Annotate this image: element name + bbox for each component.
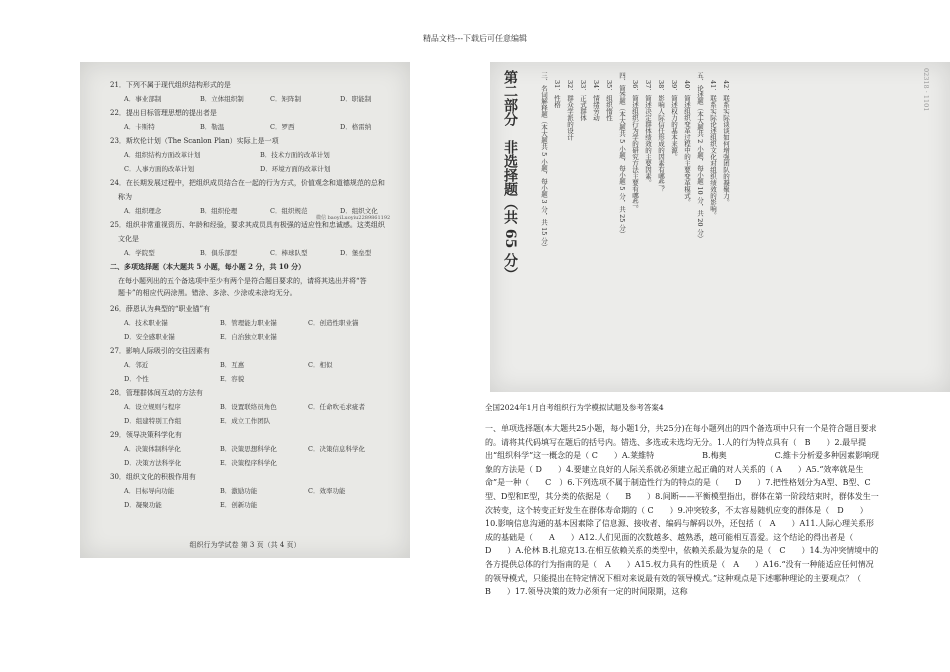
right-page-line: 35．组织惰性 (605, 80, 613, 121)
option-text: A．邻近 (124, 361, 149, 369)
option-text: B．勒温 (200, 123, 225, 131)
question-text: 27．影响人际吸引的交往因素有 (110, 347, 210, 355)
option-text: C．创造性职业锚 (308, 319, 359, 327)
right-page-line: 40．简述组织变革过程中的主要变革模式。 (683, 80, 691, 206)
question-text: 24．在长期发展过程中，把组织成员结合在一起的行为方式，价值观念和道德规范的总和 (110, 179, 385, 187)
question-text: 25．组织非常重视资历、年龄和经验，要求其成员具有极强的适应性和忠诚感。这类组织 (110, 221, 385, 229)
right-page-code: 02318 · 1101 (922, 68, 930, 112)
option-text: B．决策思想科学化 (220, 445, 277, 453)
option-text: D．环境方面的改革计划 (260, 165, 331, 173)
option-text: D．个性 (124, 375, 149, 383)
option-text: C．相似 (308, 361, 333, 369)
option-text: E．决策程序科学化 (220, 459, 277, 467)
option-text: C．棒球队型 (270, 249, 308, 257)
right-page-line: 39．简述权力的基本来源。 (670, 80, 678, 160)
option-text: A．设立规则与程序 (124, 403, 181, 411)
question-text: 28．管理群体间互动的方法有 (110, 389, 203, 397)
option-text: B．组织伦理 (200, 207, 238, 215)
option-text: E．创新功能 (220, 501, 258, 509)
right-page-line: 36．简述组织行为学的研究方法主要有哪些。 (631, 80, 639, 212)
left-scan-page (80, 62, 410, 558)
option-text: D．凝聚功能 (124, 501, 162, 509)
option-text: E．自治独立职业锚 (220, 333, 277, 341)
option-text: C．决策信息科学化 (308, 445, 365, 453)
right-scan-page (490, 62, 950, 392)
right-page-line: 31．性格 (553, 80, 561, 108)
option-text: C．矩阵制 (270, 95, 301, 103)
option-text: A．组织理念 (124, 207, 162, 215)
page-header: 精品文档---下载后可任意编辑 (422, 34, 528, 43)
watermark-stamp: 微信 baoyiLuoyiu2289861192 (316, 215, 391, 221)
question-text-cont: 称为 (118, 193, 132, 201)
question-text: 21．下列不属于现代组织结构形式的是 (110, 81, 231, 89)
right-page-line: 37．简述决定群体绩效的主要因素。 (644, 80, 652, 186)
question-text: 30．组织文化的积极作用有 (110, 473, 196, 481)
right-page-line: 33．正式群体 (579, 80, 587, 121)
right-page-line: 三、名词解释题（本大题共 5 小题，每小题 3 分，共 15 分） (540, 72, 548, 251)
option-text: D．组建特别工作组 (124, 417, 182, 425)
option-text: B．立体组织制 (200, 95, 244, 103)
right-page-line: 34．情绪劳动 (592, 80, 600, 121)
answer-title: 全国2024年1月自考组织行为学模拟试题及参考答案4 (485, 403, 664, 412)
right-page-line: 38．影响人际信任形成的因素有哪些？ (657, 80, 665, 193)
right-page-line: 32．群众学派的设计 (566, 80, 574, 141)
right-page-line: 42．联系实际谈谈如何增强团队的凝聚力。 (722, 80, 730, 206)
section-title: 二、多项选择题（本大题共 5 小题，每小题 2 分，共 10 分） (110, 262, 306, 271)
question-text-cont: 文化是 (118, 235, 139, 243)
section-note: 在每小题列出的五个备选项中至少有两个是符合题目要求的，请将其选出并将“答 (118, 277, 367, 285)
option-text: C．组织规范 (270, 207, 308, 215)
option-text: B．设置联络员角色 (220, 403, 277, 411)
question-text: 23．斯坎伦计划（The Scanlon Plan）实际上是一项 (110, 137, 279, 145)
option-text: E．成立工作团队 (220, 417, 271, 425)
option-text: B．管理能力职业锚 (220, 319, 277, 327)
right-page-line: 四、简答题（本大题共 5 小题，每小题 5 分，共 25 分） (618, 72, 626, 238)
page-footer: 组织行为学试卷 第 3 页（共 4 页） (189, 541, 301, 549)
option-text: B．激励功能 (220, 487, 258, 495)
option-text: E．容貌 (220, 375, 245, 383)
option-text: A．学院型 (124, 249, 155, 257)
option-text: C．人事方面的改革计划 (124, 165, 194, 173)
question-text: 22．提出目标管理思想的提出者是 (110, 109, 217, 117)
option-text: D．格雷纳 (340, 123, 372, 131)
answer-body: 一、单项选择题(本大题共25小题，每小题1分，共25分)在每小题列出的四个备选项中只有一个是符合题目要求的。请将其代码填写在题后的括号内。错选、多选或未选均无分。1.人的行为特点具有（ B ）2.最早提出“组织科学”这一概念的是（ C ）A.莱維特 B.梅奥 C.維卡分析爱多种因素影响现象的方法是（ D ）4.要建立良好的人际关系就必须建立起正确的对人关系的（ A ）A5.“效率就是生命”是一种（ C ）6.下列选项不属于制造性行为的特点的是（ D ）7.把性格划分为A型、B型、C型、D型和E型，其分类的依据是（ B ）8.间断——平衡模型指出，群体在第一阶段结束时，群体发生一次转变，这个转变正好发生在群体寿命期的（ C ）9.冲突较多，不太容易随机应变的群体是（ D ）10.影响信息沟通的基本因素除了信息源、接收者、编码与解码以外，还包括（ A ）A11.人际心理关系形成的基础是（ A ）A12.人们见面的次数越多、越熟悉，越可能相互喜爱。这个结论的得出者是（ D ）A.伦林 B.扎琼克13.在相互依赖关系的类型中，依赖关系最为复杂的是（ C ）14.为冲突情境中的各方提供总体的行为指南的是（ A ）A15.权力具有的性质是（ A ）A16.“没有一种能适应任何情况的领导模式，只能提出在特定情况下相对来说最有效的领导模式。”这种观点是下述哪种理论的主要观点？（ B ）17.领导决策的效力必须有一定的时间限期，这称 (485, 424, 879, 597)
right-page-line: 41．联系实际论述组织文化对组织绩效的影响。 (709, 80, 717, 219)
option-text: A．卡斯特 (124, 123, 155, 131)
question-text: 26．薛恩认为典型的“职业锚”有 (110, 305, 211, 313)
option-text: B．互惠 (220, 361, 245, 369)
right-page-line: 五、论述题（本大题共 2 小题，每小题 10 分，共 20 分） (696, 72, 704, 242)
option-text: C．罗西 (270, 123, 295, 131)
option-text: D．决策方法科学化 (124, 459, 182, 467)
option-text: D．安全感职业锚 (124, 333, 175, 341)
option-text: A．事业部制 (124, 95, 162, 103)
option-text: C．效率功能 (308, 487, 346, 495)
option-text: A．决策体制科学化 (124, 445, 181, 453)
option-text: B．技术方面的改革计划 (260, 151, 330, 159)
option-text: A．组织结构方面改革计划 (124, 151, 201, 159)
question-text: 29．领导决策科学化有 (110, 431, 182, 439)
option-text: B．俱乐部型 (200, 249, 238, 257)
option-text: A．目标导向功能 (124, 487, 175, 495)
option-text: D．职能制 (340, 95, 372, 103)
option-text: A．技术职业锚 (124, 319, 168, 327)
right-page-title: 第二部分 非选择题（共 65 分） (502, 70, 518, 282)
section-note: 题卡”的相应代码涂黑。错涂、多涂、少涂或未涂均无分。 (118, 289, 297, 297)
option-text: D．堡垒型 (340, 249, 372, 257)
option-text: D．组织文化 (340, 207, 378, 215)
option-text: C．任命吹毛求疵者 (308, 403, 365, 411)
